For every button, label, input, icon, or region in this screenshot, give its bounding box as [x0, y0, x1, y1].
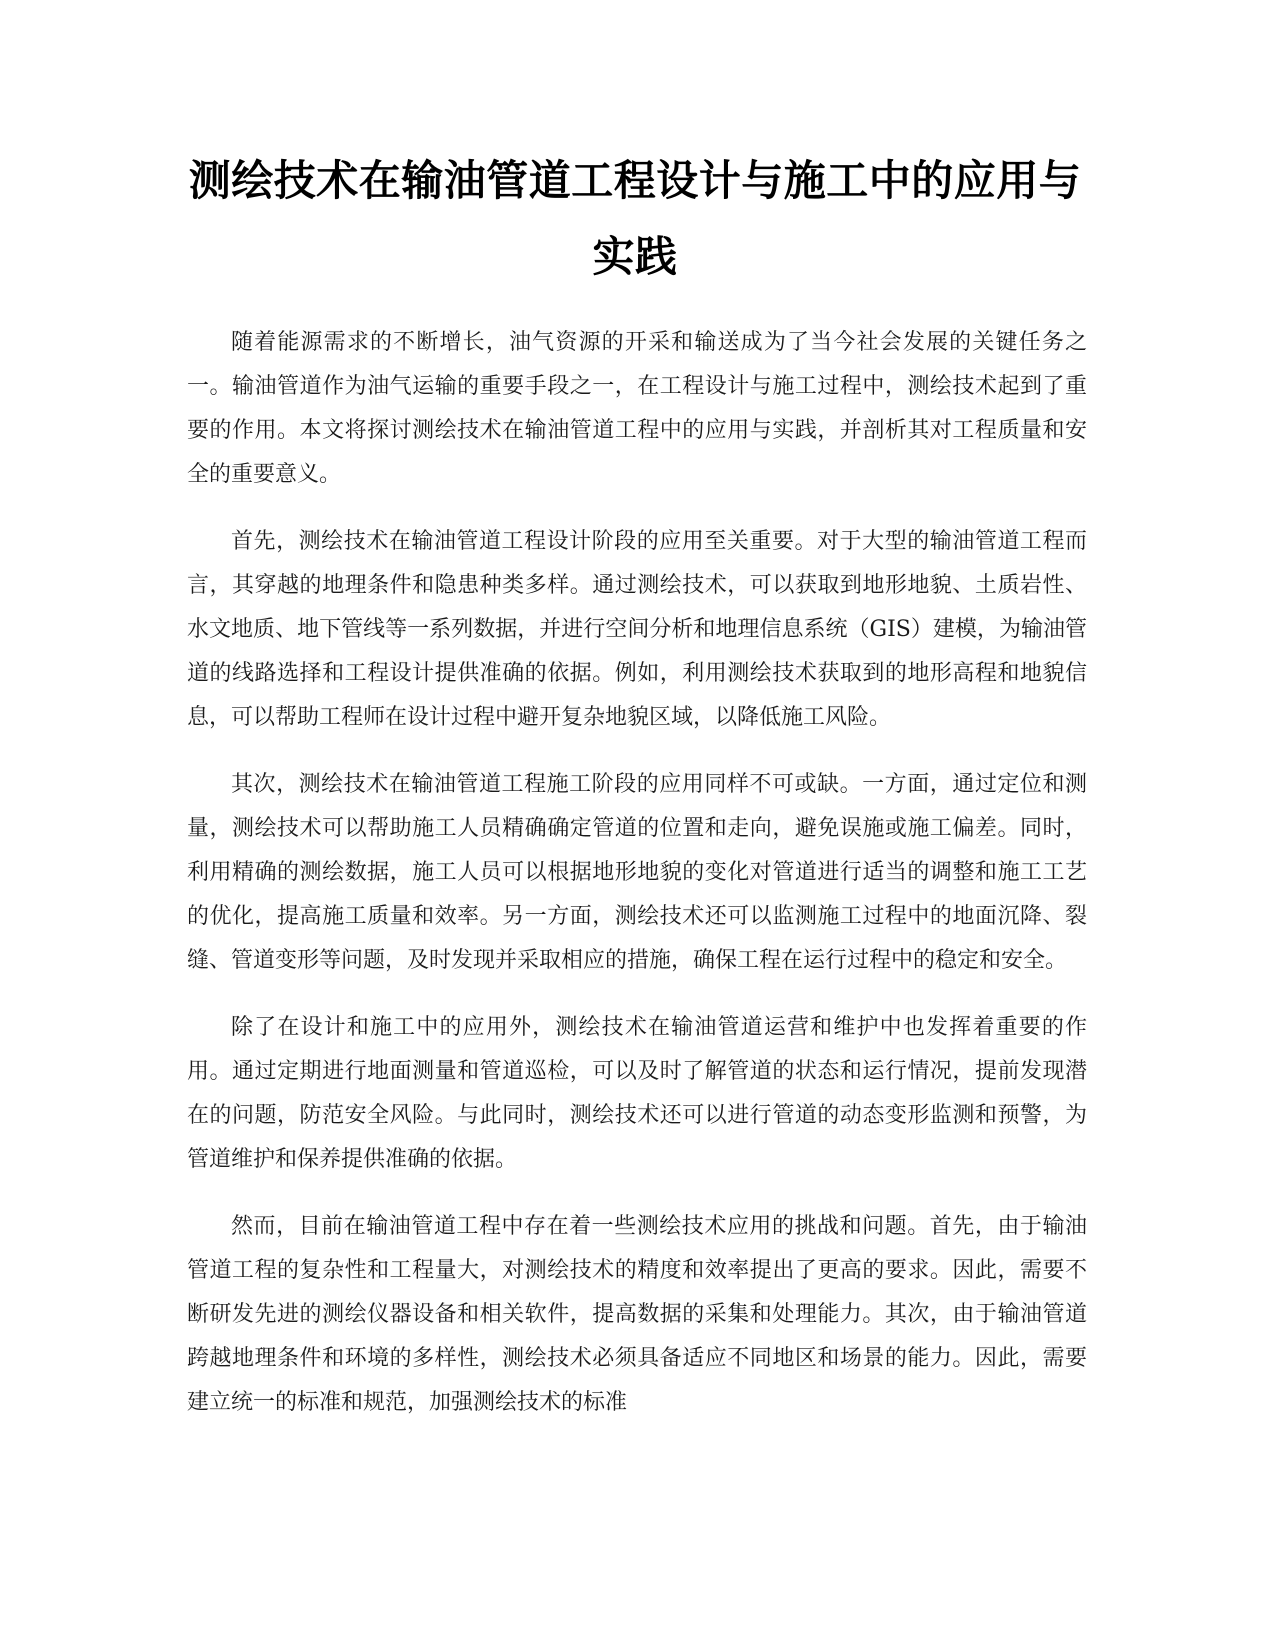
- document-body: [187, 321, 1087, 1448]
- paragraph-construction-stage: 其次，测绘技术在输油管道工程施工阶段的应用同样不可或缺。一方面，通过定位和测量，测绘技术可以帮助施工人员精确确定管道的位置和走向，避免误施或施工偏差。同时，利用精确的测绘数据，施工人员可以根据地形地貌的变化对管道进行适当的调整和施工工艺的优化，提高施工质量和效率。另一方面，测绘技术还可以监测施工过程中的地面沉降、裂缝、管道变形等问题，及时发现并采取相应的措施，确保工程在运行过程中的稳定和安全。: [187, 772, 1087, 973]
- paragraph-design-stage: 首先，测绘技术在输油管道工程设计阶段的应用至关重要。对于大型的输油管道工程而言，其穿越的地理条件和隐患种类多样。通过测绘技术，可以获取到地形地貌、土质岩性、水文地质、地下管线等一系列数据，并进行空间分析和地理信息系统（GIS）建模，为输油管道的线路选择和工程设计提供准确的依据。例如，利用测绘技术获取到的地形高程和地貌信息，可以帮助工程师在设计过程中避开复杂地貌区域，以降低施工风险。: [187, 529, 1087, 730]
- paragraph-operation-maintenance: 除了在设计和施工中的应用外，测绘技术在输油管道运营和维护中也发挥着重要的作用。通过定期进行地面测量和管道巡检，可以及时了解管道的状态和运行情况，提前发现潜在的问题，防范安全风险。与此同时，测绘技术还可以进行管道的动态变形监测和预警，为管道维护和保养提供准确的依据。: [187, 1015, 1087, 1172]
- paragraph-challenges: 然而，目前在输油管道工程中存在着一些测绘技术应用的挑战和问题。首先，由于输油管道工程的复杂性和工程量大，对测绘技术的精度和效率提出了更高的要求。因此，需要不断研发先进的测绘仪器设备和相关软件，提高数据的采集和处理能力。其次，由于输油管道跨越地理条件和环境的多样性，测绘技术必须具备适应不同地区和场景的能力。因此，需要建立统一的标准和规范，加强测绘技术的标准: [187, 1214, 1087, 1415]
- document-title: 测绘技术在输油管道工程设计与施工中的应用与实践: [188, 156, 1082, 281]
- paragraph-intro: 随着能源需求的不断增长，油气资源的开采和输送成为了当今社会发展的关键任务之一。输油管道作为油气运输的重要手段之一，在工程设计与施工过程中，测绘技术起到了重要的作用。本文将探讨测绘技术在输油管道工程中的应用与实践，并剖析其对工程质量和安全的重要意义。: [187, 330, 1087, 487]
